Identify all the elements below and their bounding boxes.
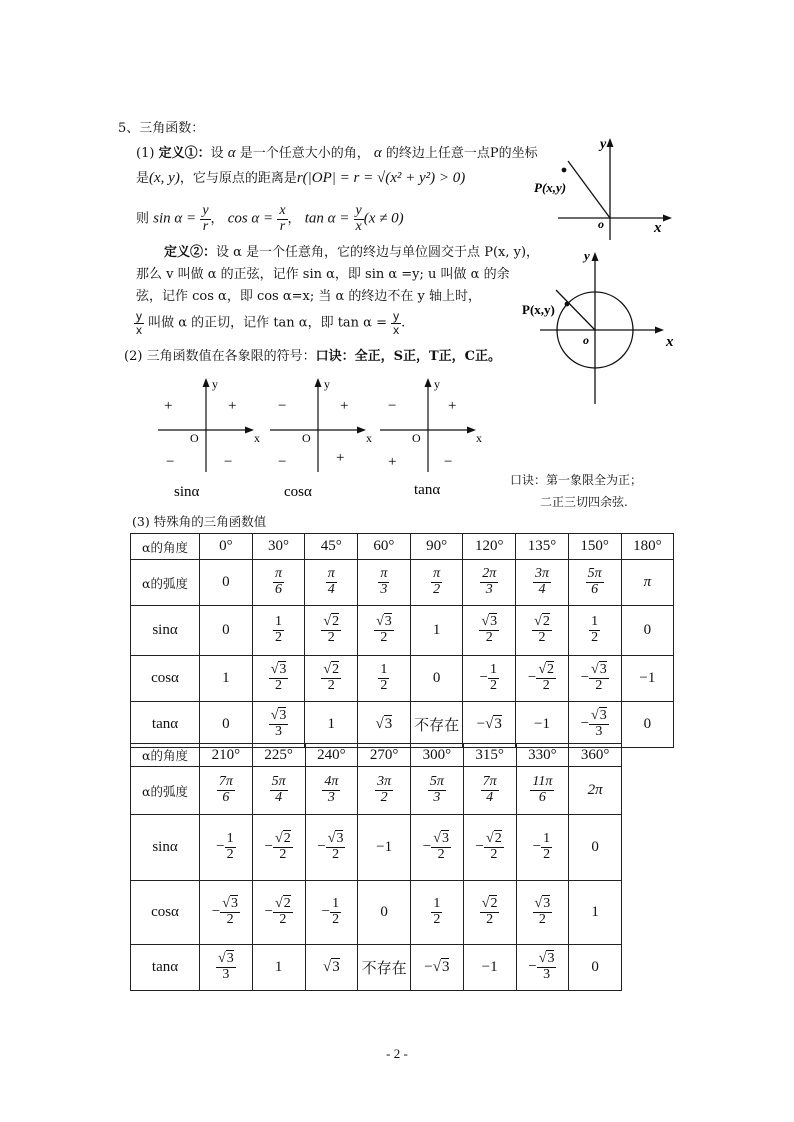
row-label: α的角度 xyxy=(131,534,200,560)
sign-axes-figure xyxy=(150,374,495,504)
table2-tan-row: tanα $\frac{√3}{3}$ 1 √3 不存在 −√3 −1 − $\frac{√3}{3}$ 0 xyxy=(131,945,622,991)
fig1-x-label: x xyxy=(654,220,662,236)
fig1-point-label: P(x,y) xyxy=(534,180,567,195)
distance-formula: r(|OP| = r = √(x² + y²) > 0) xyxy=(296,170,466,186)
fig2-origin-label: o xyxy=(583,333,589,347)
cos-q1: + xyxy=(340,398,349,414)
fig2-y-label: y xyxy=(584,248,590,263)
table2-degree-row: α的角度 210° 225° 240° 270° 300° 315° 330° 360° xyxy=(131,744,622,767)
def2-line3: 弦，记作 cos α，即 cos α=x; 当 α 的终边不在 y 轴上时， xyxy=(136,289,482,304)
sin-axes-label: sinα xyxy=(174,484,200,500)
table2-radian-row: α的弧度 $\frac{7\pi}{6}$ $\frac{5\pi}{4}$ $\frac{4\pi}{3}$ $\frac{3\pi}{2}$ $\frac{5\pi}{3}$ $\frac{7\pi}{4}$ $\frac{11\pi}{6}$ 2π xyxy=(131,767,622,815)
def2-line4: $\frac{y}{x}$ 叫做 α 的正切，记作 tan α，即 tan α = $\frac{y}{x}$ . xyxy=(136,309,406,337)
cos-axes-label: cosα xyxy=(284,484,312,500)
table2-cos-row: cosα − $\frac{√3}{2}$ − $\frac{√2}{2}$ − $\frac{1}{2}$ 0 $\frac{1}{2}$ $\frac{√2}{2}$ $\frac{√3}{2}$ 1 xyxy=(131,881,622,945)
def1-line3: 则 sin α = $\frac{y}{r}$ ， cos α = $\frac{x}{r}$ ， tan α = $\frac{y}{x}$ (x ≠ 0) xyxy=(136,203,404,234)
def2-line2: 那么 v 叫做 α 的正弦，记作 sin α，即 sin α =y; u 叫做 α 的余 xyxy=(136,267,510,282)
sin-q2: + xyxy=(164,398,173,414)
table1-sin-row: sinα 0 $\frac{1}{2}$ $\frac{√2}{2}$ $\frac{√3}{2}$ 1 $\frac{√3}{2}$ $\frac{√2}{2}$ $\frac{1}{2}$ 0 xyxy=(131,606,674,656)
table2-sin-row: sinα − $\frac{1}{2}$ − $\frac{√2}{2}$ − $\frac{√3}{2}$ −1 − $\frac{√3}{2}$ − $\frac{√2}{2}$ − $\frac{1}{2}$ 0 xyxy=(131,815,622,881)
sign-heading: (2) 三角函数值在各象限的符号：口诀：全正，S正，T正，C正。 xyxy=(124,349,501,364)
page-number: - 2 - xyxy=(386,1046,408,1061)
fraction-y-over-x: $\frac{y}{x}$ xyxy=(355,203,362,234)
section-heading: 5、三角函数： xyxy=(118,121,205,136)
cos-q3: − xyxy=(278,454,287,470)
coordinate-figure-1 xyxy=(528,132,678,244)
special-angle-table-1 xyxy=(130,533,674,748)
tan-q2: − xyxy=(388,398,397,414)
table1-radian-row: α的弧度 0 $\frac{\pi}{6}$ $\frac{\pi}{4}$ $\frac{\pi}{3}$ $\frac{\pi}{2}$ $\frac{2\pi}{3}$ $\frac{3\pi}{4}$ $\frac{5\pi}{6}$ π xyxy=(131,560,674,606)
svg-text:x: x xyxy=(476,431,482,445)
table1-cos-row: cosα 1 $\frac{√3}{2}$ $\frac{√2}{2}$ $\frac{1}{2}$ 0 − $\frac{1}{2}$ − $\frac{√2}{2}$ − $\frac{√3}{2}$ −1 xyxy=(131,656,674,702)
tan-axes xyxy=(380,377,482,498)
svg-text:O: O xyxy=(190,431,199,445)
svg-text:O: O xyxy=(412,431,421,445)
rhyme-line-1: 口诀：第一象限全为正； xyxy=(510,473,643,487)
svg-text:y: y xyxy=(434,377,440,391)
fig1-y-label: y xyxy=(600,137,607,152)
cos-q4: + xyxy=(336,450,345,466)
tan-q1: + xyxy=(448,398,457,414)
sin-q1: + xyxy=(228,398,237,414)
sin-axes xyxy=(158,377,260,500)
cos-axes xyxy=(270,377,372,500)
svg-text:O: O xyxy=(302,431,311,445)
svg-text:y: y xyxy=(212,377,218,391)
def1-line1: (1) 定义①：设 α 是一个任意大小的角， α 的终边上任意一点P的坐标 xyxy=(136,145,538,161)
undefined-value: 不存在 xyxy=(410,702,463,748)
tan-q4: − xyxy=(444,454,453,470)
fig1-origin-label: o xyxy=(598,217,604,231)
fraction-x-over-r: $\frac{x}{r}$ xyxy=(279,203,286,234)
special-heading: (3) 特殊角的三角函数值 xyxy=(132,514,267,529)
svg-text:x: x xyxy=(366,431,372,445)
unit-circle-figure xyxy=(520,246,686,406)
svg-text:y: y xyxy=(324,377,330,391)
table1-tan-row: tanα 0 $\frac{√3}{3}$ 1 √3 不存在 −√3 −1 − $\frac{√3}{3}$ 0 xyxy=(131,702,674,748)
sin-q3: − xyxy=(166,454,175,470)
svg-text:x: x xyxy=(254,431,260,445)
def1-line2: 是(x, y)，它与原点的距离是r(|OP| = r = √(x² + y²) > 0) xyxy=(136,170,466,186)
fig2-point-label: P(x,y) xyxy=(522,302,555,317)
fraction-y-over-r: $\frac{y}{r}$ xyxy=(202,203,209,234)
fig2-x-label: x xyxy=(666,334,674,350)
cos-q2: − xyxy=(278,398,287,414)
special-angle-table-2 xyxy=(130,743,622,991)
def2-line1: 定义②：设 α 是一个任意角，它的终边与单位圆交于点 P(x, y)， xyxy=(164,245,540,260)
tan-axes-label: tanα xyxy=(414,482,441,498)
table1-degree-row: α的角度 0° 30° 45° 60° 90° 120° 135° 150° 180° xyxy=(131,534,674,560)
rhyme-line-2: 二正三切四余弦. xyxy=(540,495,628,509)
sin-q4: − xyxy=(224,454,233,470)
tan-q3: + xyxy=(388,454,397,470)
